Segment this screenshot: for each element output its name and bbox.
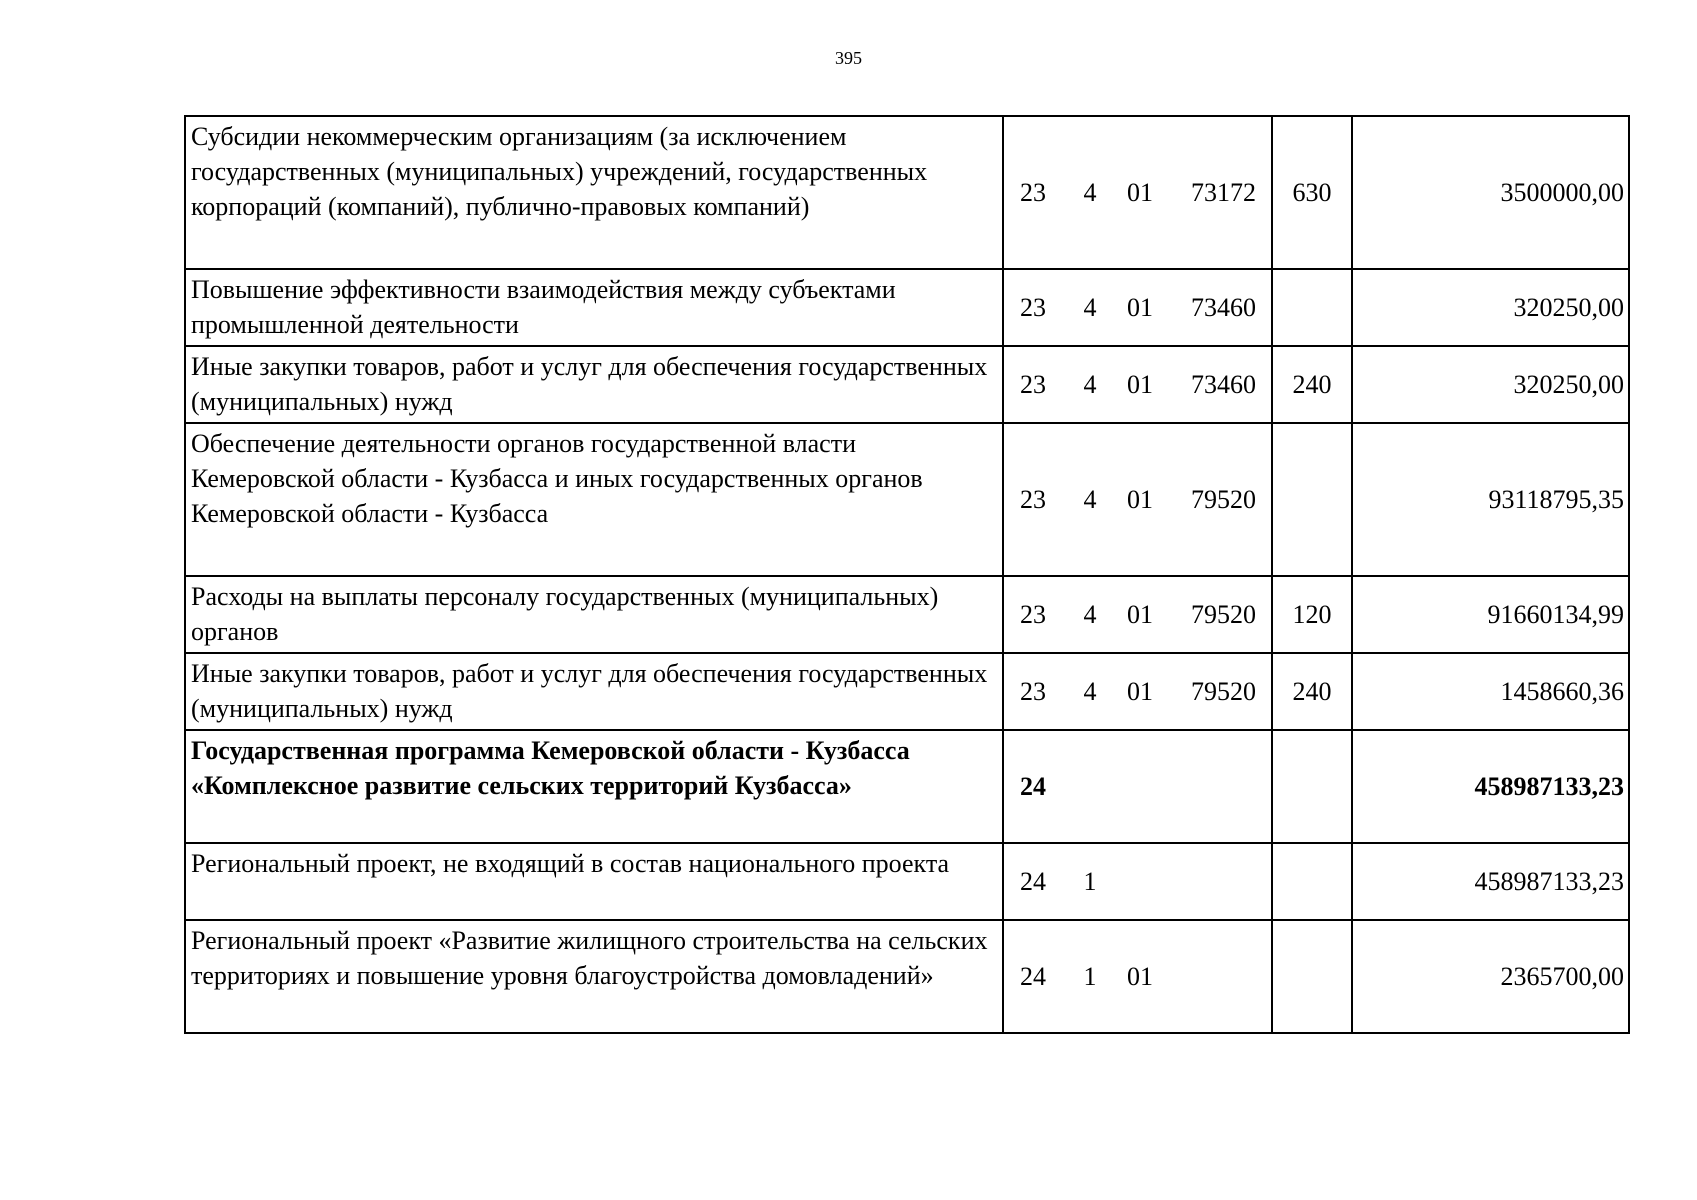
- expense-type: [1272, 730, 1352, 843]
- code-program: 23: [1020, 600, 1046, 629]
- expense-type: [1272, 843, 1352, 920]
- row-name: Иные закупки товаров, работ и услуг для обеспечения государственных (муниципальных) нужд: [185, 346, 1003, 423]
- target-code: [1003, 269, 1272, 346]
- row-name: Иные закупки товаров, работ и услуг для обеспечения государственных (муниципальных) нужд: [185, 653, 1003, 730]
- expense-type: 120: [1272, 576, 1352, 653]
- row-name: Субсидии некоммерческим организациям (за исключением государственных (муниципальных) учреждений, государственных корпораций (компаний), публично-правовых компаний): [185, 116, 1003, 269]
- page-number: 395: [835, 48, 862, 68]
- expense-type: [1272, 269, 1352, 346]
- code-direction: 79520: [1191, 677, 1256, 706]
- code-direction: 73172: [1191, 178, 1256, 207]
- expense-type: [1272, 423, 1352, 576]
- code-program: 23: [1020, 485, 1046, 514]
- table-row: [185, 346, 1629, 423]
- budget-table: [184, 115, 1630, 1034]
- code-program: 24: [1020, 962, 1046, 991]
- code-program: 23: [1020, 370, 1046, 399]
- code-program: 24: [1020, 867, 1046, 896]
- amount: 458987133,23: [1352, 843, 1629, 920]
- target-code: [1003, 920, 1272, 1033]
- expense-type: 240: [1272, 653, 1352, 730]
- code-subprogram: 1: [1083, 962, 1097, 991]
- table-row: [185, 653, 1629, 730]
- target-code: [1003, 576, 1272, 653]
- amount: 458987133,23: [1352, 730, 1629, 843]
- code-main-event: 01: [1127, 485, 1153, 514]
- expense-type: [1272, 920, 1352, 1033]
- amount: 93118795,35: [1352, 423, 1629, 576]
- table-row: [185, 423, 1629, 576]
- code-subprogram: 1: [1083, 867, 1097, 896]
- row-name: Повышение эффективности взаимодействия между субъектами промышленной деятельности: [185, 269, 1003, 346]
- target-code: [1003, 116, 1272, 269]
- code-subprogram: 4: [1083, 370, 1097, 399]
- target-code: [1003, 730, 1272, 843]
- code-direction: 79520: [1191, 600, 1256, 629]
- code-direction: 79520: [1191, 485, 1256, 514]
- amount: 3500000,00: [1352, 116, 1629, 269]
- table-row-program: [185, 730, 1629, 843]
- code-direction: 73460: [1191, 293, 1256, 322]
- row-name: Расходы на выплаты персоналу государственных (муниципальных) органов: [185, 576, 1003, 653]
- amount: 2365700,00: [1352, 920, 1629, 1033]
- code-subprogram: 4: [1083, 485, 1097, 514]
- code-subprogram: 4: [1083, 293, 1097, 322]
- table-row: [185, 920, 1629, 1033]
- expense-type: 240: [1272, 346, 1352, 423]
- target-code: [1003, 423, 1272, 576]
- code-program: 24: [1020, 772, 1046, 801]
- amount: 1458660,36: [1352, 653, 1629, 730]
- row-name: Региональный проект, не входящий в состав национального проекта: [185, 843, 1003, 920]
- code-main-event: 01: [1127, 677, 1153, 706]
- code-program: 23: [1020, 178, 1046, 207]
- amount: 320250,00: [1352, 346, 1629, 423]
- code-program: 23: [1020, 293, 1046, 322]
- target-code: [1003, 843, 1272, 920]
- expense-type: 630: [1272, 116, 1352, 269]
- code-main-event: 01: [1127, 293, 1153, 322]
- code-main-event: 01: [1127, 370, 1153, 399]
- code-subprogram: 4: [1083, 178, 1097, 207]
- code-subprogram: 4: [1083, 677, 1097, 706]
- amount: 91660134,99: [1352, 576, 1629, 653]
- target-code: [1003, 653, 1272, 730]
- table-row: [185, 116, 1629, 269]
- table-row: [185, 269, 1629, 346]
- row-name: Обеспечение деятельности органов государственной власти Кемеровской области - Кузбасса и иных государственных органов Кемеровской области - Кузбасса: [185, 423, 1003, 576]
- code-main-event: 01: [1127, 962, 1153, 991]
- amount: 320250,00: [1352, 269, 1629, 346]
- table-row: [185, 576, 1629, 653]
- row-name: Региональный проект «Развитие жилищного строительства на сельских территориях и повышение уровня благоустройства домовладений»: [185, 920, 1003, 1033]
- code-main-event: 01: [1127, 600, 1153, 629]
- program-name: Государственная программа Кемеровской области - Кузбасса «Комплексное развитие сельских территорий Кузбасса»: [185, 730, 1003, 843]
- target-code: [1003, 346, 1272, 423]
- code-direction: 73460: [1191, 370, 1256, 399]
- code-main-event: 01: [1127, 178, 1153, 207]
- table-row: [185, 843, 1629, 920]
- code-subprogram: 4: [1083, 600, 1097, 629]
- code-program: 23: [1020, 677, 1046, 706]
